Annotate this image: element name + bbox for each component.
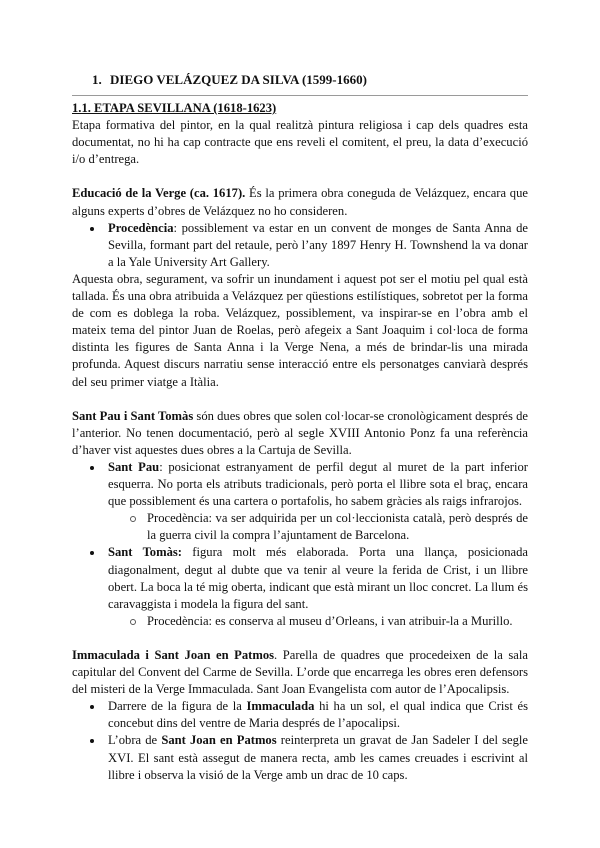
bullet-text: L’obra de bbox=[108, 733, 162, 748]
bullet-label: Sant Pau bbox=[108, 459, 160, 474]
bullet-label: Procedència bbox=[108, 220, 174, 235]
bullet-text: reinterpreta un gravat de Jan Sadeler I del segle XVI. El sant està assegut de manera recta, amb les cames creuades i escrivint al llibre i observa la visió de la Verge amb un drac de 10 caps. bbox=[108, 733, 528, 782]
section-intro: Etapa formativa del pintor, en la qual realitzà pintura religiosa i cap dels quadres esta documentat, no hi ha cap contracte que ens reveli el comitent, el preu, la data d’execució i/o d’entrega. bbox=[72, 118, 528, 167]
bullet-text: figura molt més elaborada. Porta una llança, posicionada diagonalment, degut al dubte que va tenir al veure la ferida de Crist, i un llibre obert. La boca la té mig oberta, indicant que està mirant un lloc concret. La llum és caravaggista i modela la figura del sant. bbox=[108, 545, 529, 611]
immaculada-list bbox=[72, 698, 528, 783]
bullet-bold: Immaculada bbox=[246, 699, 315, 714]
paragraph-text: són dues obres que solen col·locar-se cronològicament després de l’anterior. No tenen documentació, però al segle XVIII Antonio Ponz fa una referència d’haver vist aquestes dues obres a la Cartuja de Sevilla. bbox=[72, 408, 528, 457]
chapter-title bbox=[92, 70, 528, 90]
bullet-label: Sant Tomàs: bbox=[108, 545, 182, 560]
list-item bbox=[72, 544, 528, 612]
bullet-text: hi ha un sol, el qual indica que Crist és concebut dins del ventre de Maria després de l’apocalipsi. bbox=[108, 699, 528, 731]
educacio-list bbox=[72, 220, 528, 271]
santpau-list bbox=[72, 459, 528, 630]
artwork-title: Immaculada i Sant Joan en Patmos bbox=[72, 648, 275, 662]
section-heading: 1.1. ETAPA SEVILLANA (1618-1623) bbox=[72, 101, 277, 115]
chapter-number: 1. bbox=[92, 72, 102, 87]
santpau-paragraph bbox=[72, 408, 528, 459]
sub-list-item: Procedència: va ser adquirida per un col·leccionista català, però després de la guerra civil la compra l’ajuntament de Barcelona. bbox=[72, 510, 528, 544]
document-page bbox=[72, 70, 528, 784]
chapter-title-text: DIEGO VELÁZQUEZ DA SILVA (1599-1660) bbox=[110, 72, 367, 87]
educacio-description: Aquesta obra, segurament, va sofrir un inundament i aquest pot ser el motiu pel qual està tallada. És una obra atribuida a Velázquez per qüestions estilístiques, sobretot per la forma de com es doblega la roba. Velázquez, possiblement, va inspirar-se en l’obra amb el mateix tema del pintor Juan de Roelas, però afegeix a Sant Joaquim i col·loca de forma distinta les figures de Santa Anna i la Verge Nena, a més de brindar-lis una mirada profunda. Aquest discurs narratiu sense interacció entre els personatges canviarà després del seu primer viatge a Itàlia. bbox=[72, 271, 528, 389]
bullet-text: Darrere de la figura de la bbox=[108, 699, 247, 714]
artwork-title: Educació de la Verge (ca. 1617). bbox=[72, 186, 246, 201]
artwork-title: Sant Pau i Sant Tomàs bbox=[72, 408, 194, 423]
list-item bbox=[72, 698, 528, 732]
immaculada-paragraph bbox=[72, 647, 528, 698]
bullet-text: : posicionat estranyament de perfil degut al muret de la part inferior esquerra. No porta els atributs tradicionals, però porta el llibre sota el braç, encara que possiblement és una cartera o portafolis, ho sabem gràcies als raigs infrarojos. bbox=[108, 459, 528, 509]
list-item bbox=[72, 220, 528, 271]
sub-list-item: Procedència: es conserva al museu d’Orleans, i van atribuir-la a Murillo. bbox=[72, 613, 528, 630]
list-item bbox=[72, 732, 528, 783]
list-item bbox=[72, 459, 528, 510]
bullet-bold: Sant Joan en Patmos bbox=[161, 733, 277, 748]
bullet-text: : possiblement va estar en un convent de monges de Santa Anna de Sevilla, formant part del retaule, però l’any 1897 Henry H. Townshend la va donar a la Yale University Art Gallery. bbox=[108, 220, 528, 269]
paragraph-text: . Parella de quadres que procedeixen de la sala capitular del Convent del Carme de Sevilla. L’orde que encarrega les obres eren defensors del misteri de la Verge Immaculada. Sant Joan Evangelista com autor de l’Apocalipsis. bbox=[72, 648, 528, 697]
horizontal-rule bbox=[72, 95, 528, 96]
educacio-paragraph bbox=[72, 185, 528, 219]
paragraph-text: És la primera obra coneguda de Velázquez, encara que alguns experts d’obres de Velázquez no ho consideren. bbox=[72, 186, 528, 218]
